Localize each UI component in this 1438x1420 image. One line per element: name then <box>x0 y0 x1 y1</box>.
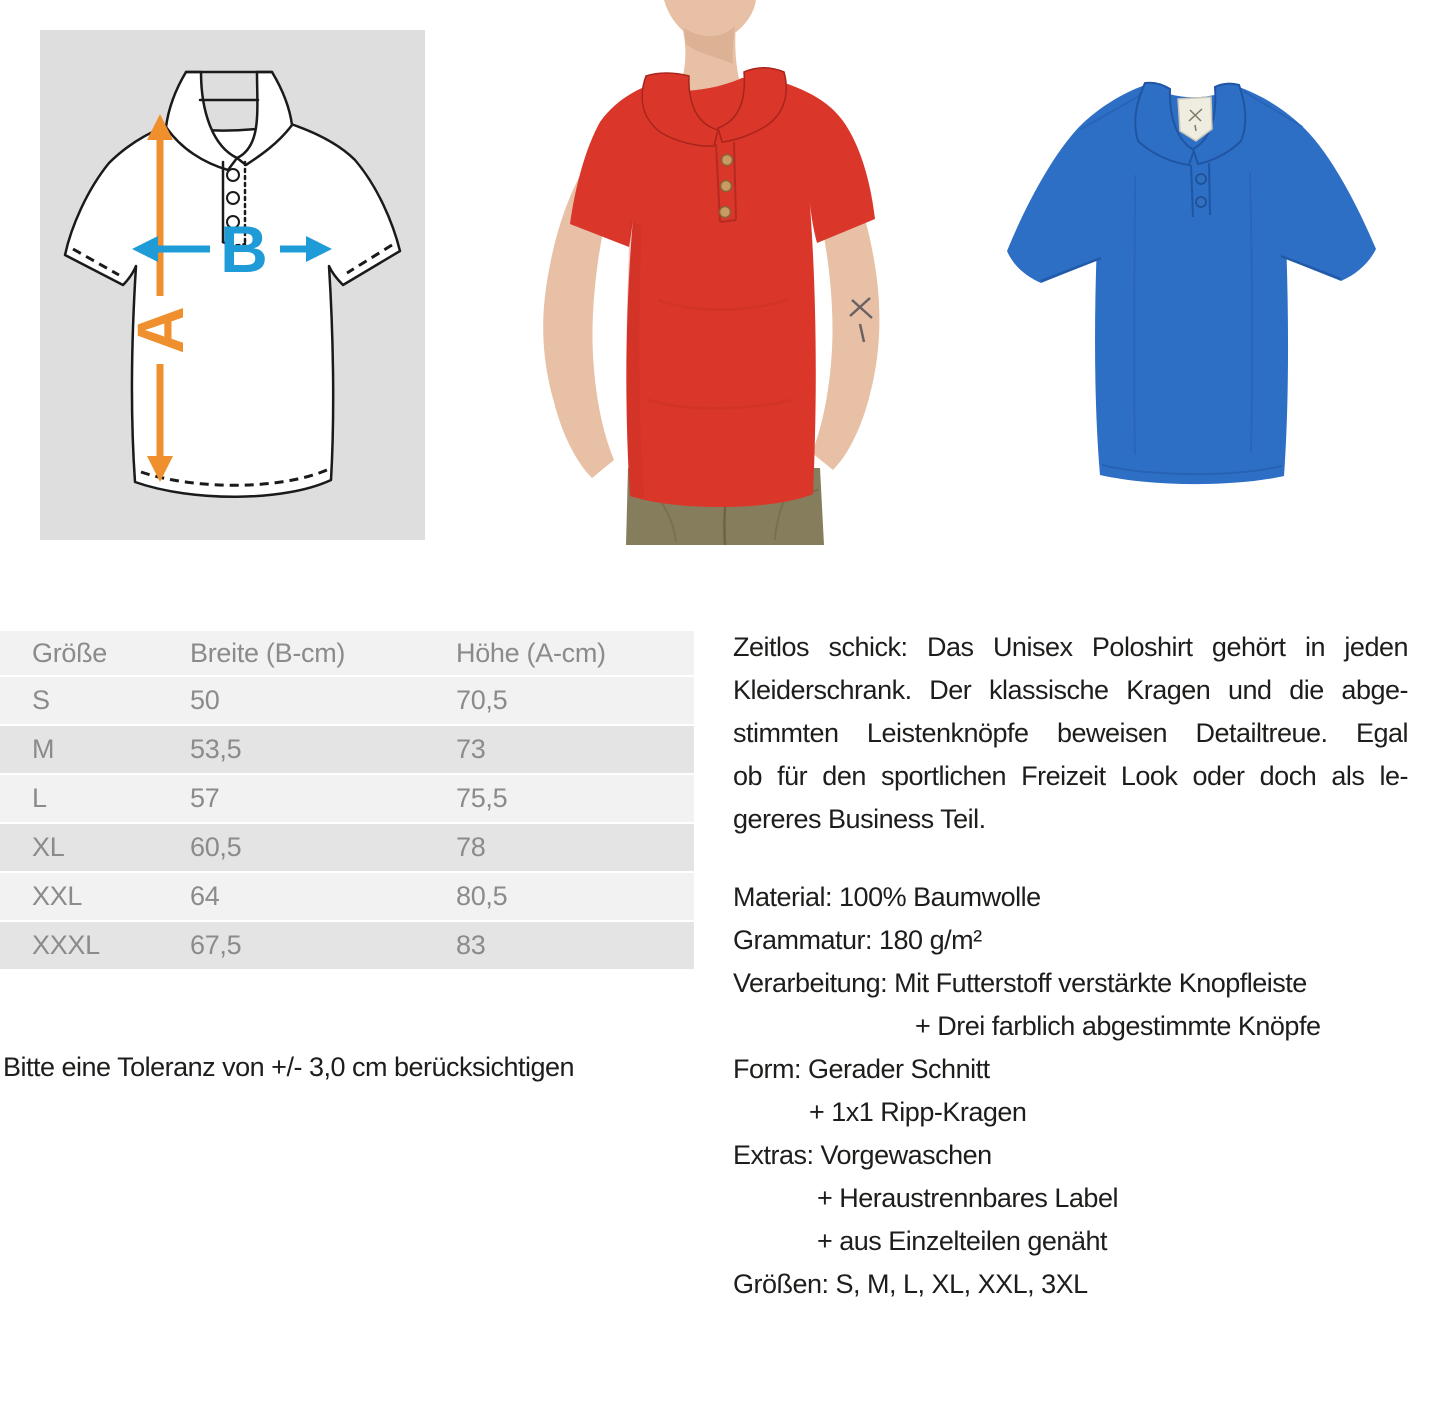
breite-cell: 50 <box>190 685 220 715</box>
table-row-xxl <box>0 873 694 920</box>
spec-line-einzelteile: + aus Einzelteilen genäht <box>817 1226 1107 1256</box>
hoehe-cell: 75,5 <box>456 783 508 813</box>
description-paragraph <box>733 626 1408 841</box>
spec-line-extras: Extras: Vorgewaschen <box>733 1140 992 1170</box>
product-description <box>733 626 1408 1306</box>
spec-list <box>733 876 1408 1306</box>
breite-cell: 60,5 <box>190 832 242 862</box>
hoehe-cell: 80,5 <box>456 881 508 911</box>
description-line: ob für den sportlichen Freizeit Look oder doch als le- <box>733 761 1408 791</box>
breite-cell: 64 <box>190 881 220 911</box>
blue-polo-svg <box>985 55 1400 485</box>
table-row-s <box>0 677 694 724</box>
hoehe-cell: 73 <box>456 734 486 764</box>
description-line: Zeitlos schick: Das Unisex Poloshirt gehört in jeden <box>733 632 1408 662</box>
arrow-a-label: A <box>123 306 197 354</box>
description-line: stimmten Leistenknöpfe beweisen Detailtreue. Egal <box>733 718 1408 748</box>
spec-line-groessen: Größen: S, M, L, XL, XXL, 3XL <box>733 1269 1088 1299</box>
hoehe-cell: 83 <box>456 930 486 960</box>
description-line: gereres Business Teil. <box>733 804 986 834</box>
spec-line-label: + Heraustrennbares Label <box>817 1183 1118 1213</box>
arrow-b-label: B <box>220 212 268 286</box>
size-cell: XXL <box>32 881 83 911</box>
size-cell: S <box>32 685 50 715</box>
blue-polo-shirt <box>1007 83 1376 484</box>
flat-photo-blue-polo <box>985 55 1400 485</box>
tolerance-note: Bitte eine Toleranz von +/- 3,0 cm berücksichtigen <box>3 1052 575 1082</box>
model-photo-red-polo <box>488 0 938 545</box>
column-header-hoehe: Höhe (A-cm) <box>456 637 606 668</box>
breite-cell: 57 <box>190 783 220 813</box>
size-table-header-row <box>0 631 694 675</box>
table-row-m <box>0 726 694 773</box>
hoehe-cell: 70,5 <box>456 685 508 715</box>
measurement-diagram-svg <box>40 30 425 540</box>
size-cell: XL <box>32 832 65 862</box>
table-row-l <box>0 775 694 822</box>
model-photo-svg <box>488 0 938 545</box>
column-header-breite: Breite (B-cm) <box>190 637 346 668</box>
breite-cell: 53,5 <box>190 734 242 764</box>
size-cell: XXXL <box>32 930 100 960</box>
size-cell: L <box>32 783 47 813</box>
spec-line-grammatur: Grammatur: 180 g/m² <box>733 925 982 955</box>
paragraph-gap <box>733 841 1408 876</box>
breite-cell: 67,5 <box>190 930 242 960</box>
hoehe-cell: 78 <box>456 832 486 862</box>
spec-line-form: Form: Gerader Schnitt <box>733 1054 990 1084</box>
spec-line-kragen: + 1x1 Ripp-Kragen <box>809 1097 1027 1127</box>
spec-line-verarbeitung: Verarbeitung: Mit Futterstoff verstärkte Knopfleiste <box>733 968 1307 998</box>
table-row-xxxl <box>0 922 694 969</box>
size-table <box>0 631 694 971</box>
table-row-xl <box>0 824 694 871</box>
description-line: Kleiderschrank. Der klassische Kragen und die abge- <box>733 675 1408 705</box>
size-cell: M <box>32 734 55 764</box>
size-diagram <box>40 30 425 540</box>
spec-line-knoepfe: + Drei farblich abgestimmte Knöpfe <box>915 1011 1321 1041</box>
spec-line-material: Material: 100% Baumwolle <box>733 882 1041 912</box>
column-header-groesse: Größe <box>32 637 108 668</box>
